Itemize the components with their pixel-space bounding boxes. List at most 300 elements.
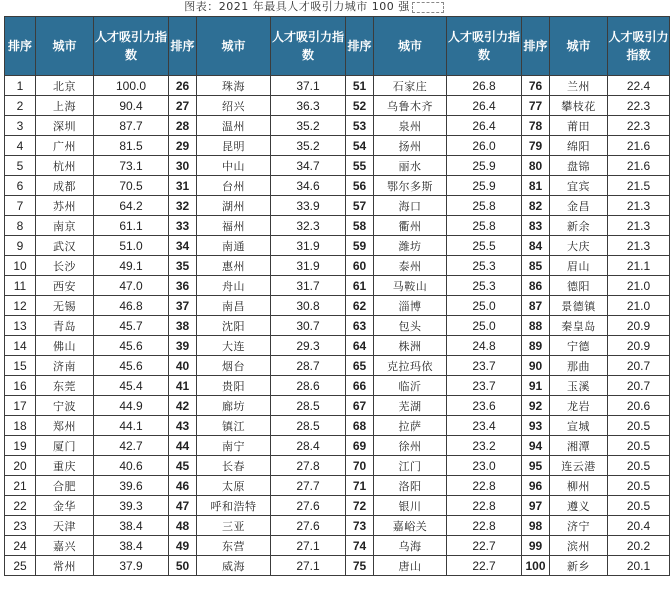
city-cell: 海口 bbox=[374, 196, 447, 216]
rank-cell: 19 bbox=[5, 436, 36, 456]
city-cell: 景德镇 bbox=[550, 296, 608, 316]
score-cell: 51.0 bbox=[94, 236, 169, 256]
table-body bbox=[5, 76, 670, 576]
city-cell: 东营 bbox=[197, 536, 271, 556]
score-cell: 27.7 bbox=[271, 476, 346, 496]
city-cell: 南京 bbox=[36, 216, 94, 236]
city-cell: 唐山 bbox=[374, 556, 447, 576]
city-cell: 济南 bbox=[36, 356, 94, 376]
table-row bbox=[5, 136, 670, 156]
city-cell: 洛阳 bbox=[374, 476, 447, 496]
rank-cell: 75 bbox=[346, 556, 374, 576]
city-cell: 苏州 bbox=[36, 196, 94, 216]
score-cell: 24.8 bbox=[447, 336, 522, 356]
score-cell: 29.3 bbox=[271, 336, 346, 356]
score-cell: 28.5 bbox=[271, 396, 346, 416]
city-cell: 长春 bbox=[197, 456, 271, 476]
score-cell: 37.9 bbox=[94, 556, 169, 576]
rank-cell: 21 bbox=[5, 476, 36, 496]
score-cell: 20.7 bbox=[608, 376, 670, 396]
score-cell: 27.6 bbox=[271, 496, 346, 516]
rank-cell: 100 bbox=[522, 556, 550, 576]
city-cell: 潍坊 bbox=[374, 236, 447, 256]
score-cell: 34.7 bbox=[271, 156, 346, 176]
score-cell: 44.9 bbox=[94, 396, 169, 416]
city-cell: 泉州 bbox=[374, 116, 447, 136]
score-cell: 34.6 bbox=[271, 176, 346, 196]
city-cell: 马鞍山 bbox=[374, 276, 447, 296]
rank-cell: 28 bbox=[169, 116, 197, 136]
table-row bbox=[5, 416, 670, 436]
rank-cell: 33 bbox=[169, 216, 197, 236]
city-cell: 乌鲁木齐 bbox=[374, 96, 447, 116]
rank-cell: 88 bbox=[522, 316, 550, 336]
score-cell: 81.5 bbox=[94, 136, 169, 156]
city-cell: 南昌 bbox=[197, 296, 271, 316]
city-cell: 绍兴 bbox=[197, 96, 271, 116]
rank-cell: 23 bbox=[5, 516, 36, 536]
score-cell: 20.5 bbox=[608, 416, 670, 436]
city-cell: 石家庄 bbox=[374, 76, 447, 96]
rank-cell: 43 bbox=[169, 416, 197, 436]
rank-cell: 12 bbox=[5, 296, 36, 316]
rank-cell: 65 bbox=[346, 356, 374, 376]
rank-cell: 37 bbox=[169, 296, 197, 316]
score-cell: 25.8 bbox=[447, 196, 522, 216]
score-cell: 21.6 bbox=[608, 136, 670, 156]
score-cell: 22.8 bbox=[447, 476, 522, 496]
city-cell: 龙岩 bbox=[550, 396, 608, 416]
city-cell: 廊坊 bbox=[197, 396, 271, 416]
rank-cell: 26 bbox=[169, 76, 197, 96]
city-cell: 常州 bbox=[36, 556, 94, 576]
score-cell: 21.0 bbox=[608, 276, 670, 296]
rank-cell: 51 bbox=[346, 76, 374, 96]
header-score-4: 人才吸引力指数 bbox=[608, 17, 670, 76]
rank-cell: 89 bbox=[522, 336, 550, 356]
score-cell: 23.7 bbox=[447, 376, 522, 396]
table-row bbox=[5, 176, 670, 196]
rank-cell: 25 bbox=[5, 556, 36, 576]
table-row bbox=[5, 116, 670, 136]
rank-cell: 57 bbox=[346, 196, 374, 216]
rank-cell: 44 bbox=[169, 436, 197, 456]
city-cell: 西安 bbox=[36, 276, 94, 296]
rank-cell: 82 bbox=[522, 196, 550, 216]
score-cell: 100.0 bbox=[94, 76, 169, 96]
score-cell: 44.1 bbox=[94, 416, 169, 436]
score-cell: 20.5 bbox=[608, 496, 670, 516]
score-cell: 38.4 bbox=[94, 536, 169, 556]
city-cell: 镇江 bbox=[197, 416, 271, 436]
score-cell: 22.8 bbox=[447, 496, 522, 516]
rank-cell: 86 bbox=[522, 276, 550, 296]
city-cell: 德阳 bbox=[550, 276, 608, 296]
rank-cell: 87 bbox=[522, 296, 550, 316]
rank-cell: 67 bbox=[346, 396, 374, 416]
score-cell: 31.9 bbox=[271, 256, 346, 276]
rank-cell: 11 bbox=[5, 276, 36, 296]
rank-cell: 91 bbox=[522, 376, 550, 396]
rank-cell: 4 bbox=[5, 136, 36, 156]
table-row bbox=[5, 376, 670, 396]
table-row bbox=[5, 156, 670, 176]
city-cell: 嘉兴 bbox=[36, 536, 94, 556]
score-cell: 49.1 bbox=[94, 256, 169, 276]
score-cell: 28.7 bbox=[271, 356, 346, 376]
score-cell: 37.1 bbox=[271, 76, 346, 96]
city-cell: 天津 bbox=[36, 516, 94, 536]
rank-cell: 99 bbox=[522, 536, 550, 556]
city-cell: 秦皇岛 bbox=[550, 316, 608, 336]
rank-cell: 76 bbox=[522, 76, 550, 96]
city-cell: 大庆 bbox=[550, 236, 608, 256]
rank-cell: 72 bbox=[346, 496, 374, 516]
score-cell: 20.6 bbox=[608, 396, 670, 416]
score-cell: 27.8 bbox=[271, 456, 346, 476]
city-cell: 新余 bbox=[550, 216, 608, 236]
score-cell: 20.1 bbox=[608, 556, 670, 576]
rank-cell: 27 bbox=[169, 96, 197, 116]
rank-cell: 83 bbox=[522, 216, 550, 236]
table-row bbox=[5, 516, 670, 536]
city-cell: 杭州 bbox=[36, 156, 94, 176]
rank-cell: 20 bbox=[5, 456, 36, 476]
caption-text: 图表：2021 年最具人才吸引力城市 100 强 bbox=[184, 0, 410, 13]
score-cell: 25.3 bbox=[447, 276, 522, 296]
city-cell: 无锡 bbox=[36, 296, 94, 316]
score-cell: 21.1 bbox=[608, 256, 670, 276]
city-cell: 长沙 bbox=[36, 256, 94, 276]
rank-cell: 38 bbox=[169, 316, 197, 336]
rank-cell: 68 bbox=[346, 416, 374, 436]
rank-cell: 16 bbox=[5, 376, 36, 396]
score-cell: 39.3 bbox=[94, 496, 169, 516]
table-row bbox=[5, 556, 670, 576]
city-cell: 福州 bbox=[197, 216, 271, 236]
rank-cell: 46 bbox=[169, 476, 197, 496]
score-cell: 28.4 bbox=[271, 436, 346, 456]
table-row bbox=[5, 496, 670, 516]
score-cell: 26.4 bbox=[447, 96, 522, 116]
city-cell: 大连 bbox=[197, 336, 271, 356]
city-cell: 烟台 bbox=[197, 356, 271, 376]
city-cell: 连云港 bbox=[550, 456, 608, 476]
score-cell: 38.4 bbox=[94, 516, 169, 536]
city-cell: 温州 bbox=[197, 116, 271, 136]
rank-cell: 90 bbox=[522, 356, 550, 376]
score-cell: 30.8 bbox=[271, 296, 346, 316]
city-cell: 兰州 bbox=[550, 76, 608, 96]
city-cell: 遵义 bbox=[550, 496, 608, 516]
city-cell: 丽水 bbox=[374, 156, 447, 176]
city-cell: 嘉峪关 bbox=[374, 516, 447, 536]
rank-cell: 66 bbox=[346, 376, 374, 396]
rank-cell: 64 bbox=[346, 336, 374, 356]
table-row bbox=[5, 316, 670, 336]
rank-cell: 24 bbox=[5, 536, 36, 556]
rank-cell: 36 bbox=[169, 276, 197, 296]
score-cell: 39.6 bbox=[94, 476, 169, 496]
rank-cell: 55 bbox=[346, 156, 374, 176]
city-cell: 那曲 bbox=[550, 356, 608, 376]
city-cell: 中山 bbox=[197, 156, 271, 176]
header-rank-4: 排序 bbox=[522, 17, 550, 76]
rank-cell: 92 bbox=[522, 396, 550, 416]
rank-cell: 31 bbox=[169, 176, 197, 196]
score-cell: 20.9 bbox=[608, 316, 670, 336]
score-cell: 22.3 bbox=[608, 116, 670, 136]
rank-cell: 6 bbox=[5, 176, 36, 196]
score-cell: 22.7 bbox=[447, 556, 522, 576]
rank-cell: 84 bbox=[522, 236, 550, 256]
rank-cell: 98 bbox=[522, 516, 550, 536]
city-cell: 莆田 bbox=[550, 116, 608, 136]
score-cell: 20.2 bbox=[608, 536, 670, 556]
header-score-1: 人才吸引力指数 bbox=[94, 17, 169, 76]
city-cell: 太原 bbox=[197, 476, 271, 496]
city-cell: 北京 bbox=[36, 76, 94, 96]
rank-cell: 59 bbox=[346, 236, 374, 256]
score-cell: 30.7 bbox=[271, 316, 346, 336]
city-cell: 金昌 bbox=[550, 196, 608, 216]
city-cell: 徐州 bbox=[374, 436, 447, 456]
rank-cell: 97 bbox=[522, 496, 550, 516]
score-cell: 23.2 bbox=[447, 436, 522, 456]
rank-cell: 13 bbox=[5, 316, 36, 336]
table-row bbox=[5, 356, 670, 376]
table-row bbox=[5, 536, 670, 556]
score-cell: 25.9 bbox=[447, 176, 522, 196]
city-cell: 盘锦 bbox=[550, 156, 608, 176]
score-cell: 25.3 bbox=[447, 256, 522, 276]
city-cell: 湖州 bbox=[197, 196, 271, 216]
score-cell: 36.3 bbox=[271, 96, 346, 116]
city-cell: 珠海 bbox=[197, 76, 271, 96]
city-cell: 青岛 bbox=[36, 316, 94, 336]
score-cell: 27.1 bbox=[271, 556, 346, 576]
score-cell: 46.8 bbox=[94, 296, 169, 316]
header-rank-3: 排序 bbox=[346, 17, 374, 76]
city-cell: 鄂尔多斯 bbox=[374, 176, 447, 196]
score-cell: 25.0 bbox=[447, 296, 522, 316]
score-cell: 21.3 bbox=[608, 216, 670, 236]
table-row bbox=[5, 296, 670, 316]
score-cell: 25.0 bbox=[447, 316, 522, 336]
score-cell: 25.9 bbox=[447, 156, 522, 176]
rank-cell: 47 bbox=[169, 496, 197, 516]
rank-cell: 53 bbox=[346, 116, 374, 136]
header-city-2: 城市 bbox=[197, 17, 271, 76]
table-row bbox=[5, 436, 670, 456]
rank-cell: 35 bbox=[169, 256, 197, 276]
score-cell: 20.5 bbox=[608, 476, 670, 496]
rank-cell: 79 bbox=[522, 136, 550, 156]
score-cell: 47.0 bbox=[94, 276, 169, 296]
city-cell: 乌海 bbox=[374, 536, 447, 556]
rank-cell: 62 bbox=[346, 296, 374, 316]
score-cell: 87.7 bbox=[94, 116, 169, 136]
score-cell: 70.5 bbox=[94, 176, 169, 196]
rank-cell: 85 bbox=[522, 256, 550, 276]
rank-cell: 29 bbox=[169, 136, 197, 156]
header-city-1: 城市 bbox=[36, 17, 94, 76]
city-cell: 株洲 bbox=[374, 336, 447, 356]
city-cell: 广州 bbox=[36, 136, 94, 156]
city-cell: 南通 bbox=[197, 236, 271, 256]
rank-cell: 40 bbox=[169, 356, 197, 376]
city-cell: 攀枝花 bbox=[550, 96, 608, 116]
header-row bbox=[5, 17, 670, 76]
rank-cell: 74 bbox=[346, 536, 374, 556]
rank-cell: 5 bbox=[5, 156, 36, 176]
table-row bbox=[5, 336, 670, 356]
header-city-3: 城市 bbox=[374, 17, 447, 76]
city-cell: 成都 bbox=[36, 176, 94, 196]
rank-cell: 3 bbox=[5, 116, 36, 136]
rank-cell: 14 bbox=[5, 336, 36, 356]
table-row bbox=[5, 216, 670, 236]
city-cell: 衢州 bbox=[374, 216, 447, 236]
rank-cell: 96 bbox=[522, 476, 550, 496]
city-cell: 绵阳 bbox=[550, 136, 608, 156]
score-cell: 21.0 bbox=[608, 296, 670, 316]
score-cell: 64.2 bbox=[94, 196, 169, 216]
score-cell: 45.6 bbox=[94, 356, 169, 376]
rank-cell: 63 bbox=[346, 316, 374, 336]
city-cell: 重庆 bbox=[36, 456, 94, 476]
city-cell: 宜宾 bbox=[550, 176, 608, 196]
score-cell: 32.3 bbox=[271, 216, 346, 236]
table-row bbox=[5, 456, 670, 476]
table-row bbox=[5, 236, 670, 256]
rank-cell: 42 bbox=[169, 396, 197, 416]
table-row bbox=[5, 76, 670, 96]
city-cell: 三亚 bbox=[197, 516, 271, 536]
score-cell: 40.6 bbox=[94, 456, 169, 476]
city-cell: 合肥 bbox=[36, 476, 94, 496]
header-city-4: 城市 bbox=[550, 17, 608, 76]
city-cell: 昆明 bbox=[197, 136, 271, 156]
score-cell: 21.3 bbox=[608, 236, 670, 256]
score-cell: 20.9 bbox=[608, 336, 670, 356]
rank-cell: 7 bbox=[5, 196, 36, 216]
score-cell: 20.4 bbox=[608, 516, 670, 536]
rank-cell: 45 bbox=[169, 456, 197, 476]
city-cell: 淄博 bbox=[374, 296, 447, 316]
city-cell: 芜湖 bbox=[374, 396, 447, 416]
score-cell: 21.3 bbox=[608, 196, 670, 216]
table-row bbox=[5, 276, 670, 296]
rank-cell: 22 bbox=[5, 496, 36, 516]
rank-cell: 93 bbox=[522, 416, 550, 436]
score-cell: 73.1 bbox=[94, 156, 169, 176]
score-cell: 26.8 bbox=[447, 76, 522, 96]
score-cell: 31.9 bbox=[271, 236, 346, 256]
city-cell: 佛山 bbox=[36, 336, 94, 356]
score-cell: 45.6 bbox=[94, 336, 169, 356]
city-cell: 眉山 bbox=[550, 256, 608, 276]
city-cell: 银川 bbox=[374, 496, 447, 516]
score-cell: 28.5 bbox=[271, 416, 346, 436]
table-row bbox=[5, 96, 670, 116]
rank-cell: 73 bbox=[346, 516, 374, 536]
city-cell: 金华 bbox=[36, 496, 94, 516]
rank-cell: 17 bbox=[5, 396, 36, 416]
score-cell: 23.4 bbox=[447, 416, 522, 436]
city-cell: 济宁 bbox=[550, 516, 608, 536]
city-cell: 湘潭 bbox=[550, 436, 608, 456]
score-cell: 45.7 bbox=[94, 316, 169, 336]
rank-cell: 39 bbox=[169, 336, 197, 356]
city-cell: 新乡 bbox=[550, 556, 608, 576]
score-cell: 23.7 bbox=[447, 356, 522, 376]
caption-selection-handle-icon[interactable] bbox=[412, 2, 444, 13]
rank-cell: 58 bbox=[346, 216, 374, 236]
city-cell: 江门 bbox=[374, 456, 447, 476]
city-cell: 沈阳 bbox=[197, 316, 271, 336]
city-ranking-table bbox=[4, 16, 670, 576]
score-cell: 20.5 bbox=[608, 456, 670, 476]
rank-cell: 49 bbox=[169, 536, 197, 556]
score-cell: 26.0 bbox=[447, 136, 522, 156]
score-cell: 22.8 bbox=[447, 516, 522, 536]
city-cell: 台州 bbox=[197, 176, 271, 196]
city-cell: 厦门 bbox=[36, 436, 94, 456]
city-cell: 郑州 bbox=[36, 416, 94, 436]
table-row bbox=[5, 256, 670, 276]
score-cell: 21.6 bbox=[608, 156, 670, 176]
rank-cell: 60 bbox=[346, 256, 374, 276]
city-cell: 深圳 bbox=[36, 116, 94, 136]
city-cell: 南宁 bbox=[197, 436, 271, 456]
score-cell: 25.5 bbox=[447, 236, 522, 256]
rank-cell: 70 bbox=[346, 456, 374, 476]
rank-cell: 50 bbox=[169, 556, 197, 576]
rank-cell: 41 bbox=[169, 376, 197, 396]
header-rank-1: 排序 bbox=[5, 17, 36, 76]
score-cell: 22.3 bbox=[608, 96, 670, 116]
city-cell: 惠州 bbox=[197, 256, 271, 276]
rank-cell: 95 bbox=[522, 456, 550, 476]
city-cell: 包头 bbox=[374, 316, 447, 336]
score-cell: 35.2 bbox=[271, 136, 346, 156]
rank-cell: 77 bbox=[522, 96, 550, 116]
score-cell: 35.2 bbox=[271, 116, 346, 136]
rank-cell: 9 bbox=[5, 236, 36, 256]
rank-cell: 48 bbox=[169, 516, 197, 536]
city-cell: 威海 bbox=[197, 556, 271, 576]
city-cell: 贵阳 bbox=[197, 376, 271, 396]
score-cell: 25.8 bbox=[447, 216, 522, 236]
rank-cell: 71 bbox=[346, 476, 374, 496]
rank-cell: 30 bbox=[169, 156, 197, 176]
score-cell: 31.7 bbox=[271, 276, 346, 296]
rank-cell: 18 bbox=[5, 416, 36, 436]
rank-cell: 78 bbox=[522, 116, 550, 136]
city-cell: 东莞 bbox=[36, 376, 94, 396]
city-cell: 武汉 bbox=[36, 236, 94, 256]
city-cell: 扬州 bbox=[374, 136, 447, 156]
city-cell: 克拉玛依 bbox=[374, 356, 447, 376]
rank-cell: 80 bbox=[522, 156, 550, 176]
score-cell: 23.0 bbox=[447, 456, 522, 476]
score-cell: 21.5 bbox=[608, 176, 670, 196]
score-cell: 26.4 bbox=[447, 116, 522, 136]
score-cell: 61.1 bbox=[94, 216, 169, 236]
rank-cell: 34 bbox=[169, 236, 197, 256]
score-cell: 20.7 bbox=[608, 356, 670, 376]
